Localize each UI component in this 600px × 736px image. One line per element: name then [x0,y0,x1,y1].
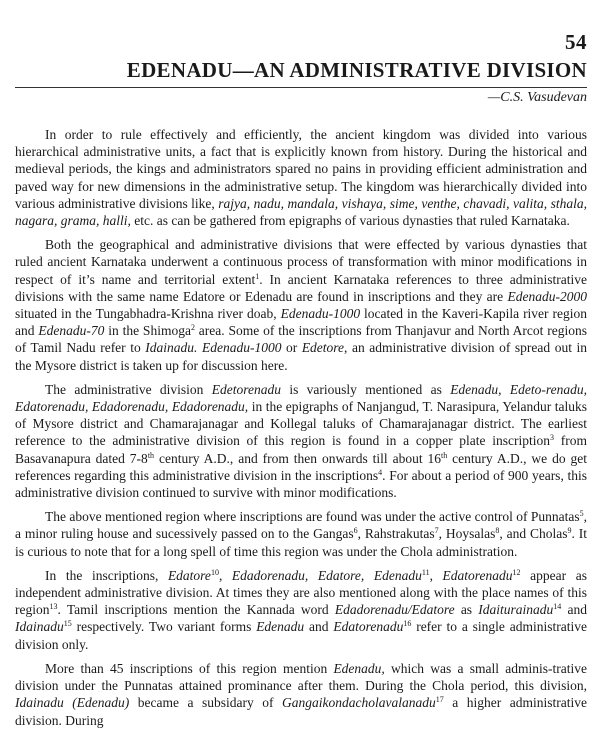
footnote-ref: 16 [403,619,412,629]
footnote-ref: 1 [255,271,260,281]
paragraph [15,126,587,229]
text-run: Both the geographical and administrative divisions that were effected by various dynasties that ruled ancient Karnataka underwent a continuous process of transformation with minor modifications in respect of it’s name and territorial extent [15,237,587,287]
footnote-ref: 5 [579,509,584,519]
text-run: as [454,602,479,618]
footnote-ref: 9 [567,526,572,536]
text-run: a higher administrative division. During [15,695,587,728]
text-run: . It is curious to note that for a long spell of time this region was under the Chola administration. [15,526,587,559]
footnote-ref: 10 [210,567,219,577]
chapter-title: EDENADU—AN ADMINISTRATIVE DIVISION [126,58,587,82]
italic-term: Idainadu. Edenadu-1000 [145,340,282,356]
footnote-ref: 13 [49,602,58,612]
text-run: in the epigraphs of Nanjangud, T. Narasipura, Yelandur taluks of Mysore district and Chamarajanagar and Kollegal taluks of Chamarajanagar district. The earliest reference to the administrative division of this region is found in a copper plate inscription [15,399,587,449]
text-run: More than 45 inscriptions of this region mention [45,660,334,676]
italic-term: Edatorenadu [442,567,513,583]
text-run: refer to a single administrative division only. [15,619,587,652]
text-run: The above mentioned region where inscriptions are found was under the active control of Punnatas [45,509,580,525]
paragraph [15,567,587,653]
text-run: is variously mentioned as [280,381,451,397]
text-run: , Rahstrakutas [357,526,435,542]
text-run: , [218,567,232,583]
text-run: located in the Kaveri-Kapila river region and [15,306,587,339]
italic-term: Edadorenadu/Edatore [334,602,455,618]
text-run: , Hoysalas [438,526,496,542]
footnote-ref: 3 [550,433,555,443]
text-run: In order to rule effectively and efficiently, the ancient kingdom was divided into various hierarchical administrative units, a fact that is explicitly known from history. During the historical and medieval periods, the kings and administrators spared no pains in providing efficient administration and paved way for new dimensions in the administrative setup. The kingdom was hierarchically divided into various administrative divisions like, [15,127,587,211]
footnote-ref: 15 [63,619,72,629]
text-run: . In ancient Karnataka references to three administrative divisions with the same name Edatore or Edenadu are found in inscriptions and they are [15,271,587,304]
page-number: 54 [565,30,587,54]
text-run: . For about a period of 900 years, this administrative division continued to survive with minor modifications. [15,467,587,501]
text-run: or [281,340,302,356]
title-divider [15,87,587,88]
text-run: from Basavanapura dated 7-8 [15,433,587,466]
italic-term: Edenadu, [333,660,385,676]
text-run: , a minor ruling house and sucessively passed on to the Gangas [15,509,587,542]
italic-term: Edatore [167,567,211,583]
footnote-ref: 4 [378,467,383,477]
text-run: etc. as can be gathered from epigraphs of various dynasties that ruled Karnataka. [130,213,570,229]
paragraph [15,660,587,729]
italic-term: Edatorenadu [333,619,404,635]
text-run: century A.D., we do get references regarding this administrative division in the inscriptions [15,450,588,483]
italic-term: Edenadu [256,619,305,635]
footnote-ref: th [441,450,448,460]
article-body [15,126,587,736]
text-run: In the inscriptions, [45,567,168,583]
text-run: . Tamil inscriptions mention the Kannada word [57,602,335,618]
text-run: , an administrative division of spread out in the Mysore district is taken up for discussion here. [15,340,588,373]
italic-term: Idainadu [15,619,64,635]
footnote-ref: th [147,450,155,460]
footnote-ref: 14 [553,602,562,612]
text-run: and [561,602,587,618]
italic-term: Idainadu (Edenadu) [15,695,130,711]
text-run: respectively. Two variant forms [71,619,257,635]
text-run: , and Cholas [499,526,568,542]
italic-term: rajya, nadu, mandala, vishaya, sime, venthe, chavadi, valita, sthala, nagara, grama, halli, [15,195,587,229]
italic-term: Edetorenadu [211,381,281,397]
footnote-ref: 2 [190,323,195,333]
text-run: area. Some of the inscriptions from Thanjavur and North Arcot regions of Tamil Nadu refer to [15,323,587,356]
footnote-ref: 12 [512,567,521,577]
text-run: , [429,567,443,583]
text-run: situated in the Tungabhadra-Krishna river doab, [15,306,281,322]
italic-term: Edenadu, Edeto-renadu, Edatorenadu, Edadorenadu, Edadorenadu, [15,381,587,415]
footnote-ref: 11 [421,567,430,577]
footnote-ref: 8 [495,526,500,536]
italic-term: Edetore [301,340,345,356]
paragraph [15,508,587,560]
italic-term: Idaiturainadu [478,602,554,618]
text-run: in the Shimoga [104,323,191,339]
paragraph [15,236,587,374]
text-run: became a subsidary of [129,695,283,711]
text-run: appear as independent administrative division. At times they are also mentioned along with the place names of this region [15,567,587,618]
text-run: century A.D., and from then onwards till about 16 [154,450,442,466]
italic-term: Edenadu-2000 [507,288,587,304]
footnote-ref: 7 [434,526,439,536]
italic-term: Edadorenadu, Edatore, Edenadu [231,567,422,583]
italic-term: Edenadu-1000 [280,306,361,322]
italic-term: Gangaikondacholavalanadu [282,695,436,711]
author-byline: —C.S. Vasudevan [487,90,587,105]
italic-term: Edenadu-70 [38,323,105,339]
footnote-ref: 17 [435,695,444,705]
footnote-ref: 6 [353,526,358,536]
text-run: and [304,619,334,635]
text-run: which was a small adminis-trative division under the Punnatas attained prominance after them. During the Chola period, this division, [15,660,587,694]
paragraph [15,381,587,501]
text-run: The administrative division [45,381,212,397]
